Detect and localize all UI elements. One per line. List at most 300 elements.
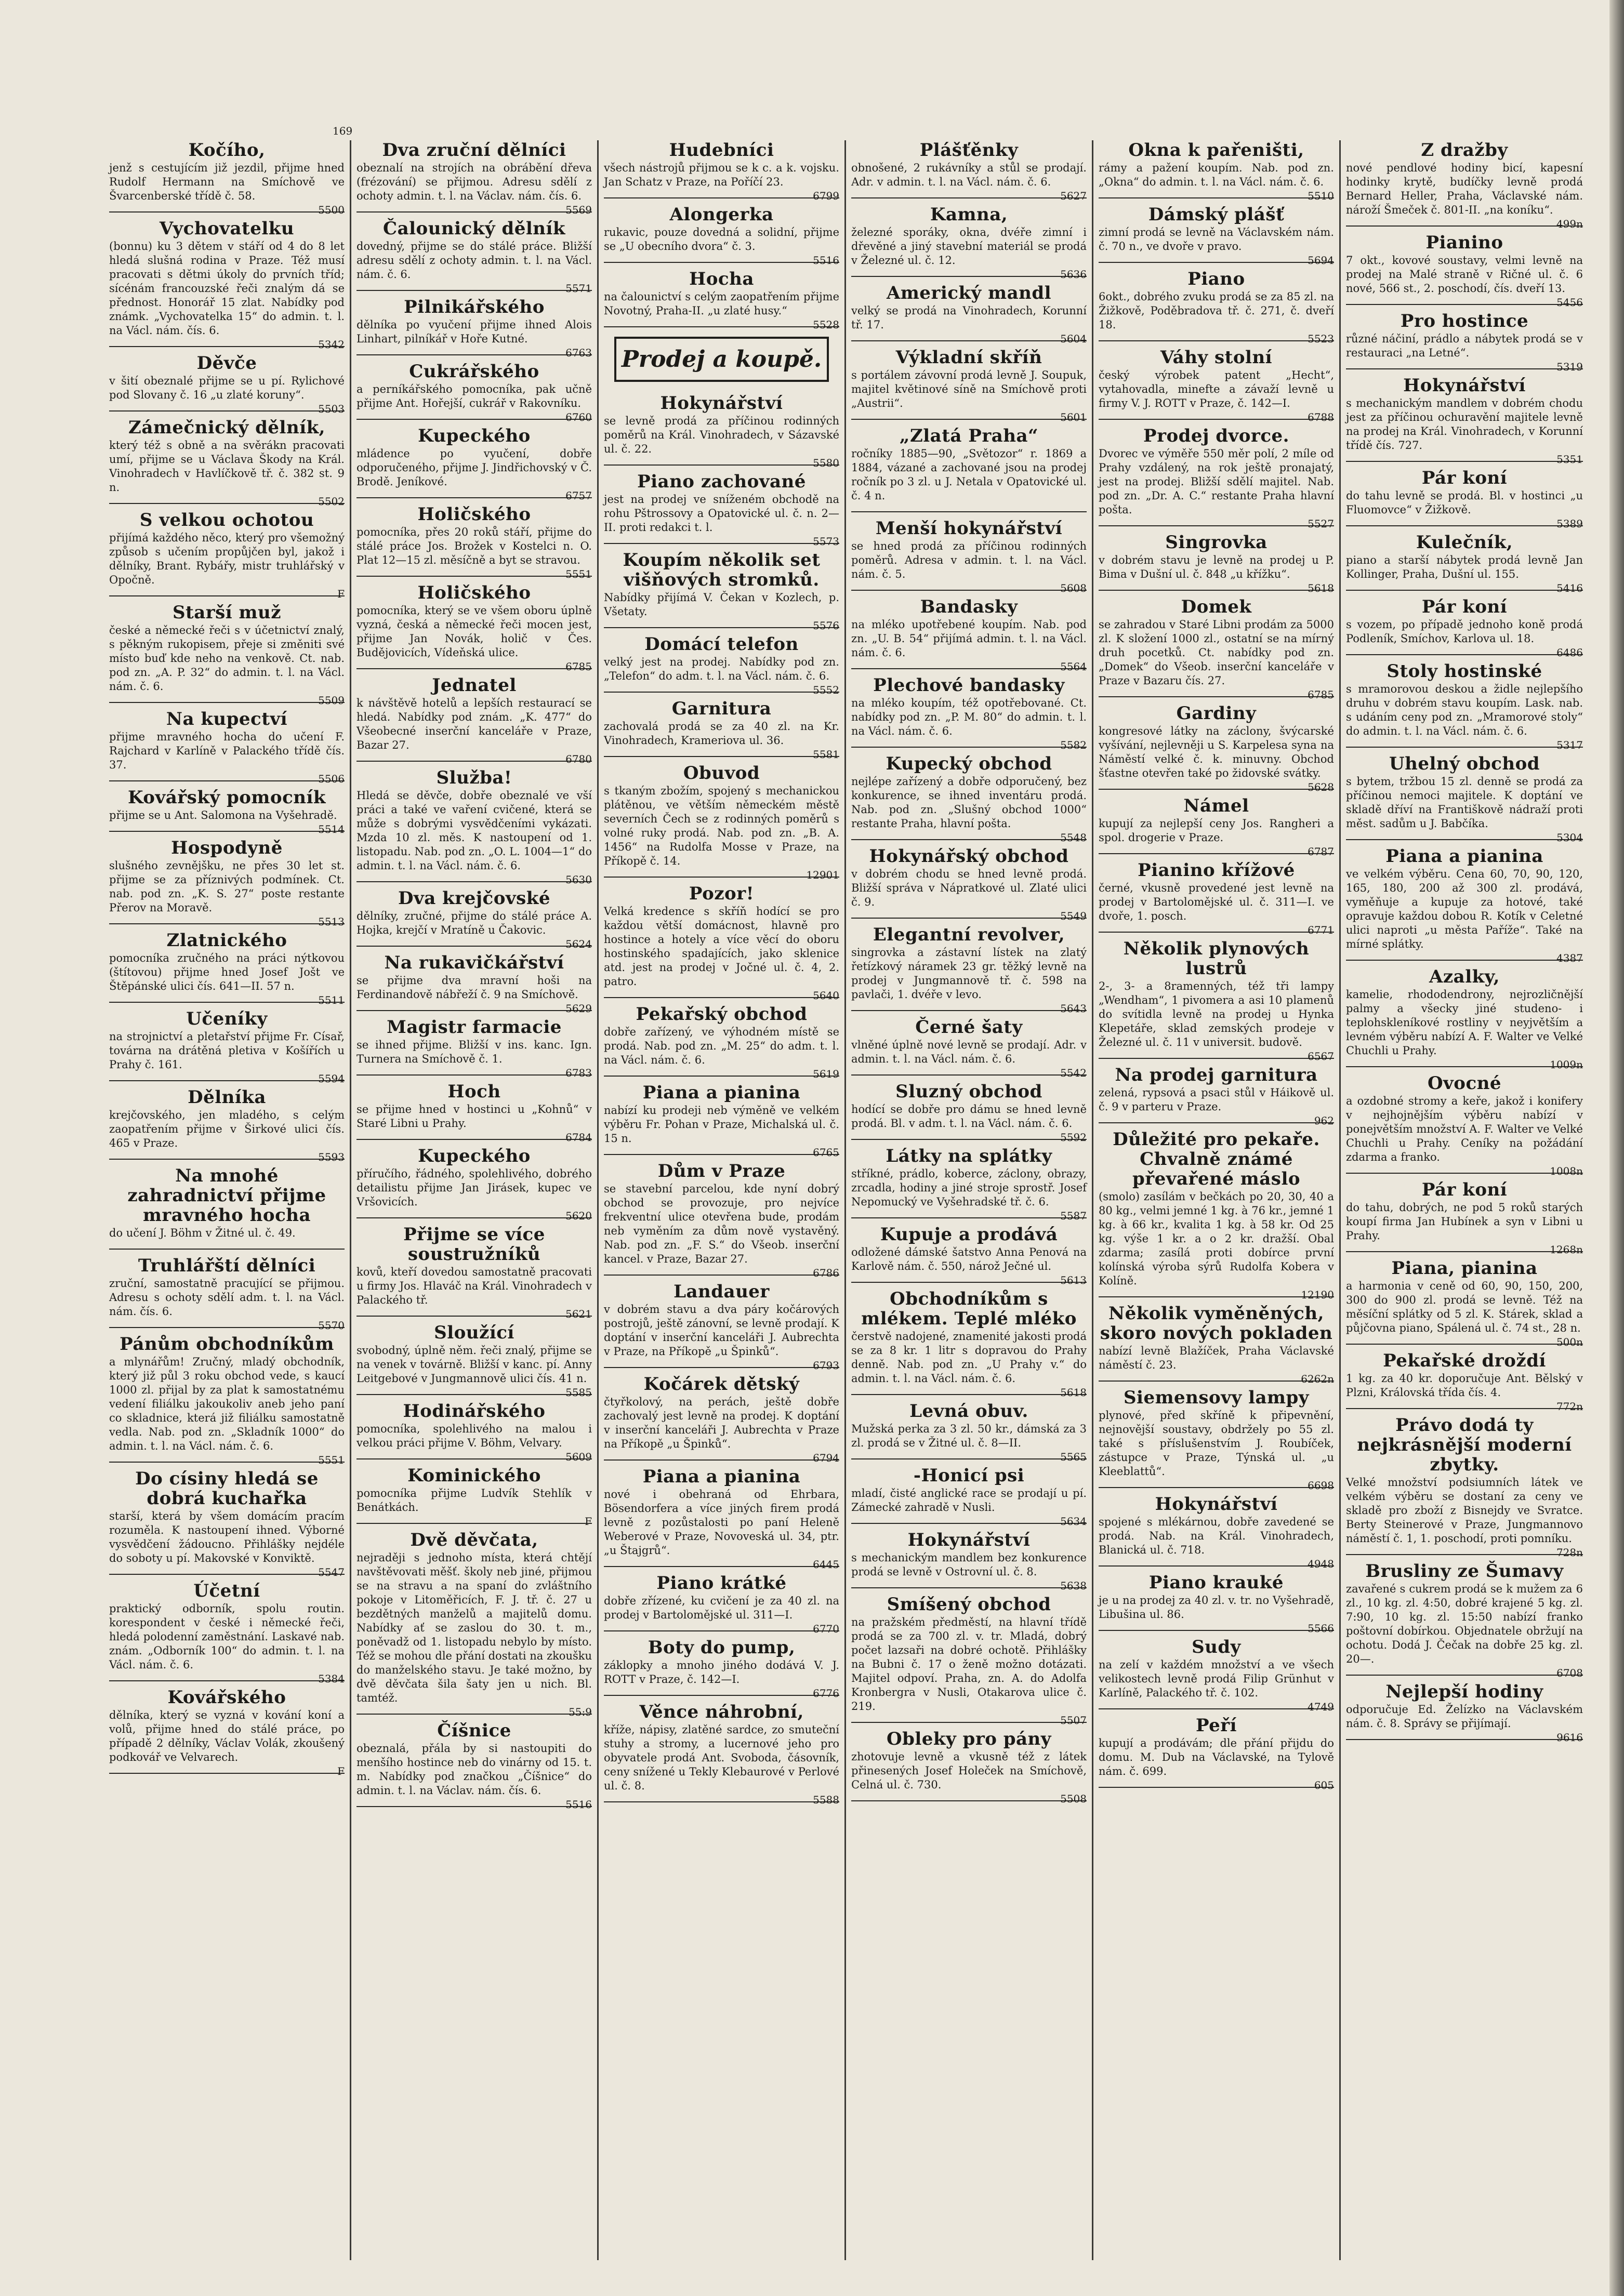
ad-heading: S velkou ochotou	[139, 510, 314, 530]
ad-divider	[357, 211, 592, 213]
ad-text: hodící se dobře pro dámu se hned levně prodá. Bl. v adm. t. l. na Václ. nám. č. 6.	[851, 1103, 1087, 1130]
ad-heading: Kupeckého	[418, 1146, 531, 1166]
classified-ad	[357, 140, 592, 216]
ad-divider	[1346, 747, 1583, 748]
ad-divider	[851, 511, 1087, 512]
ad-text: kupují za nejlepší ceny Jos. Rangheri a spol. drogerie v Praze.	[1099, 817, 1334, 844]
ad-code: 5643	[1060, 1002, 1087, 1015]
ad-code: 5500	[318, 204, 345, 216]
classified-ad	[851, 1401, 1087, 1463]
classified-ad	[604, 1004, 839, 1080]
ad-divider	[357, 881, 592, 882]
classified-ad	[851, 675, 1087, 751]
ad-text: na mléko koupím, též opotřebované. Ct. nabídky pod zn. „P. M. 80“ do admin. t. l. na Václ. nám. č. 6.	[851, 697, 1087, 737]
classified-ad	[604, 1281, 839, 1372]
ad-code: 5565	[1060, 1451, 1087, 1463]
ad-code: 5582	[1060, 739, 1087, 751]
ad-code: 6708	[1556, 1667, 1583, 1679]
ad-code: 5570	[318, 1319, 345, 1332]
ad-code: 6760	[565, 411, 592, 423]
ad-text: mládence po vyučení, dobře odporučeného, přijme J. Jindřichovský v Č. Brodě. Jeníkové.	[357, 447, 592, 488]
ad-heading: Výkladní skříň	[895, 347, 1042, 368]
classified-ad	[851, 347, 1087, 423]
classified-ad	[357, 675, 592, 765]
ad-text: dělníka po vyučení přijme ihned Alois Linhart, pilníkář v Hoře Kutné.	[357, 318, 592, 345]
ad-heading: Garnitura	[671, 698, 772, 719]
ad-text: do tahu levně se prodá. Bl. v hostinci „u Fluomovce“ v Žižkově.	[1346, 489, 1583, 516]
ad-heading: Cukrářského	[409, 361, 539, 382]
ad-heading: Piano zachované	[637, 471, 806, 492]
ad-divider	[604, 1154, 839, 1155]
ad-heading: Učeníky	[186, 1008, 268, 1029]
ad-divider	[604, 692, 839, 693]
ad-heading: Koupím několik set višňových stromků.	[623, 550, 821, 590]
ad-heading: Do císiny hledá se dobrá kuchařka	[135, 1468, 319, 1509]
ad-code: 5503	[318, 403, 345, 415]
classified-ad	[357, 1720, 592, 1811]
ad-divider	[357, 1217, 592, 1218]
ad-divider	[109, 1002, 345, 1003]
classified-ad	[1346, 966, 1583, 1071]
classified-ad	[109, 1255, 345, 1332]
classified-ad	[1099, 860, 1334, 936]
ad-code: 499n	[1556, 218, 1583, 230]
classified-ad	[604, 1466, 839, 1571]
ad-code: 5351	[1556, 453, 1583, 466]
ad-code: 5528	[813, 318, 839, 331]
classified-ad	[357, 426, 592, 502]
ad-divider	[851, 419, 1087, 420]
ad-code: 5640	[813, 989, 839, 1002]
classified-ad	[1099, 347, 1334, 423]
ad-divider	[1099, 1381, 1334, 1382]
classified-columns	[104, 140, 1590, 2260]
classified-ad	[604, 140, 839, 202]
ad-text: nejraději s jednoho místa, která chtějí navštěvovati měšť. školy neb jiné, přijmou se na stravu a na spaní do zvláštního pokoje v Litoměřicích, F. J. tř. č. 27 u bezdětných manželů a majitelů domu. Nabídky ať se zaslou do 30. t. m., poněvadž od 1. listopadu nebylo by místo. Též se mohou dle přání dostati na zkoušku do manželského stavu. Je také možno, by dvě děvčata šila šaty jen u nich. Bl. tamtéž.	[357, 1551, 592, 1704]
ad-code: 5593	[318, 1151, 345, 1163]
ad-text: spojené s mlékárnou, dobře zavedené se prodá. Nab. na Král. Vinohradech, Blanická ul. č. 718.	[1099, 1516, 1334, 1556]
ad-text: ročníky 1885—90, „Světozor“ r. 1869 a 1884, vázané a zachované jsou na prodej ročník po 3 zl. u J. Netala v Opatovické ul. č. 4 n.	[851, 447, 1087, 502]
classified-ad	[851, 596, 1087, 673]
ad-heading: Gardiny	[1176, 703, 1257, 724]
ad-divider	[109, 410, 345, 412]
ad-divider	[1346, 461, 1583, 462]
ad-heading: Obchodníkům s mlékem. Teplé mléko	[861, 1289, 1077, 1329]
ad-code: 5592	[1060, 1131, 1087, 1144]
ad-divider	[604, 543, 839, 544]
ad-code: 5502	[318, 495, 345, 508]
ad-divider	[604, 464, 839, 466]
ad-code: 6698	[1308, 1479, 1334, 1492]
classified-ad	[1099, 596, 1334, 701]
ad-code: F	[337, 1765, 345, 1777]
ad-divider	[851, 1217, 1087, 1218]
ad-divider	[1346, 654, 1583, 655]
ad-divider	[357, 1806, 592, 1807]
ad-text: kamelie, rhododendrony, nejrozličnější palmy a všecky jiné studeno- i teplohskleníkové rostliny v neyjvětším a levném výběru nabízí A. F. Walter ve Velké Chuchli u Prahy.	[1346, 988, 1583, 1057]
ad-divider	[357, 290, 592, 291]
ad-heading: Hudebníci	[669, 140, 774, 161]
ad-text: jest na prodej ve sníženém obchodě na rohu Pštrossovy a Opatovické ul. č. n. 2—II. proti redakci t. l.	[604, 493, 839, 534]
classified-ad	[1346, 846, 1583, 964]
classified-ad	[604, 763, 839, 881]
ad-heading: Dva krejčovské	[398, 888, 550, 909]
ad-text: pomocníka, spolehlivého na malou i velkou práci přijme V. Böhm, Velvary.	[357, 1423, 592, 1449]
ad-divider	[851, 1800, 1087, 1801]
classified-ad	[1346, 753, 1583, 844]
ad-text: s vozem, po případě jednoho koně prodá Podleník, Smíchov, Karlova ul. 18.	[1346, 618, 1583, 645]
ad-divider	[1346, 368, 1583, 369]
ad-text: zavařené s cukrem prodá se k mužem za 6 zl., 10 kg. zl. 4:50, dobré krajené 5 kg. zl. 7:90, 10 kg. zl. 15:50 nabízí franko poštovní dobírkou. Objednatele obržují na ochotu. Dodá J. Čečak na dobře 25 kg. zl. 20—.	[1346, 1583, 1583, 1665]
page-number: 169	[333, 125, 353, 137]
ad-code: 5580	[813, 457, 839, 469]
classified-ad	[357, 767, 592, 886]
ad-heading: Váhy stolní	[1160, 347, 1273, 368]
ad-code: 55:9	[569, 1706, 592, 1718]
ad-divider	[1346, 1173, 1583, 1174]
ad-code: 5608	[1060, 582, 1087, 594]
ad-heading: Levná obuv.	[909, 1401, 1028, 1422]
ad-text: příručího, řádného, spolehlivého, dobrého detailistu přijme Jan Jirásek, kupec ve Vršovicích.	[357, 1167, 592, 1208]
ad-text: Mužská perka za 3 zl. 50 kr., dámská za 3 zl. prodá se v Žitné ul. č. 8—II.	[851, 1423, 1087, 1449]
ad-heading: Dvě děvčata,	[410, 1530, 538, 1550]
ad-text: s mramorovou deskou a židle nejlepšího druhu v dobrém stavu koupím. Lask. nab. s udáním ceny pod zn. „Mramorové stoly“ do admin. t. l. na Václ. nám. č. 6.	[1346, 683, 1583, 737]
ad-heading: Bandasky	[920, 596, 1018, 617]
classified-ad	[1346, 468, 1583, 530]
column-5	[1093, 140, 1341, 2260]
ad-code: 6445	[813, 1558, 839, 1571]
ad-divider	[604, 1695, 839, 1696]
ad-heading: Alongerka	[669, 204, 774, 225]
ad-heading: Sudy	[1192, 1637, 1241, 1657]
ad-divider	[357, 1523, 592, 1524]
classified-ad	[1099, 938, 1334, 1063]
classified-ad	[851, 140, 1087, 202]
ad-divider	[109, 1327, 345, 1328]
ad-text: stříkné, prádlo, koberce, záclony, obrazy, zrcadla, hodiny a jiné stroje sprostř. Josef Nepomucký ve Vyšehradské tř. č. 6.	[851, 1167, 1087, 1208]
classified-ad	[109, 1581, 345, 1685]
ad-text: nabízí levně Blažíček, Praha Václavské náměstí č. 23.	[1099, 1345, 1334, 1371]
ad-code: 5508	[1060, 1793, 1087, 1805]
ad-code: 1009n	[1550, 1058, 1583, 1071]
ad-text: české a německé řeči s v účetnictví znalý, s pěkným rukopisem, přeje si změniti své místo buď kde neho na venkově. Ct. nab. pod zn. „A. P. 32“ do admin. t. l. na Václ. nám. č. 6.	[109, 624, 345, 693]
ad-divider	[851, 197, 1087, 198]
ad-code: 6567	[1308, 1050, 1334, 1063]
ad-code: 5507	[1060, 1714, 1087, 1727]
ad-text: plynové, před skříně k připevnění, nejnovější soustavy, obdržely po 55 zl. také s příslušenstvím J. Roubíček, zástupce v Praze, Týnská ul. „u Kleeblattů“.	[1099, 1409, 1334, 1478]
ad-text: je u na prodej za 40 zl. v. tr. no Vyšehradě, Libušina ul. 86.	[1099, 1594, 1334, 1621]
ad-divider	[109, 831, 345, 832]
classified-ad	[1346, 1681, 1583, 1744]
ad-heading: Námel	[1183, 795, 1249, 816]
classified-ad	[1099, 1572, 1334, 1635]
ad-code: 6770	[813, 1623, 839, 1635]
column-6	[1341, 140, 1588, 2260]
ad-code: 5416	[1556, 582, 1583, 594]
ad-heading: Pár koní	[1421, 468, 1508, 488]
ad-divider	[357, 1139, 592, 1140]
ad-code: 6785	[1308, 688, 1334, 701]
ad-heading: Smíšený obchod	[887, 1594, 1051, 1615]
ad-heading: Zámečnický dělník,	[128, 417, 325, 438]
ad-code: 500n	[1556, 1336, 1583, 1348]
ad-divider	[1099, 590, 1334, 591]
ad-text: zruční, samostatně pracující se přijmou. Adresu s ochoty sdělí adm. t. l. na Václ. nám. čís. 6.	[109, 1277, 345, 1318]
ad-code: 5342	[318, 338, 345, 351]
ad-text: Hledá se děvče, dobře obeznalé ve vší práci a také ve vaření cvičené, která se může s dobrými vysvědčeními vykázati. Mzda 10 zl. měs. K nastoupení od 1. listopadu. Nab. pod zn. „O. L. 1004—1“ do admin. t. l. na Václ. nám. č. 6.	[357, 789, 592, 872]
ad-heading: Na kupectví	[166, 709, 288, 729]
ad-heading: Pilnikářského	[404, 297, 545, 317]
ad-heading: Hoch	[447, 1081, 501, 1102]
ad-divider	[109, 211, 345, 213]
ad-code: 5585	[565, 1386, 592, 1399]
classified-ad	[1346, 1561, 1583, 1679]
column-3	[599, 140, 846, 2260]
ad-code: 5694	[1308, 254, 1334, 267]
ad-text: obeznalá, přála by si nastoupiti do menšího hostince neb do vinárny od 15. t. m. Nabídky pod značkou „Číšnice“ do admin. t. l. na Václav. nám. čís. 6.	[357, 1742, 592, 1797]
ad-heading: Nejlepší hodiny	[1385, 1681, 1543, 1702]
ad-heading: Účetní	[193, 1581, 260, 1601]
classified-ad	[1099, 1637, 1334, 1713]
ad-code: 5638	[1060, 1580, 1087, 1592]
ad-code: 6780	[565, 753, 592, 765]
ad-heading: Prodej dvorce.	[1143, 426, 1289, 446]
classified-ad	[109, 218, 345, 351]
ad-heading: Pro hostince	[1400, 311, 1529, 331]
classified-ad	[109, 787, 345, 835]
ad-code: 4749	[1308, 1701, 1334, 1713]
ad-code: F	[337, 588, 345, 600]
ad-text: k návštěvě hotelů a lepších restaurací se hledá. Nabídky pod znám. „K. 477“ do Všeobecné inserční kanceláře v Praze, Bazar 27.	[357, 697, 592, 751]
ad-heading: Číšnice	[437, 1720, 511, 1741]
ad-text: přijme mravného hocha do učení F. Rajchard v Karlíně v Palackého třídě čís. 37.	[109, 731, 345, 771]
ad-heading: Dělníka	[188, 1087, 266, 1108]
classified-ad	[851, 924, 1087, 1015]
classified-ad	[1346, 596, 1583, 659]
ad-text: (smolo) zasílám v bečkách po 20, 30, 40 a 80 kg., velmi jemné 1 kg. à 76 kr., jemné 1 kg. à 66 kr., kvalita 1 kg. à 58 kr. Od 25 kg. výše 1 kr. a o 2 kr. dražší. Obal zdarma; zasílá proti dobírce první kolínská výroba sýrů Rudolfa Kobera v Kolíně.	[1099, 1190, 1334, 1287]
ad-text: 6okt., dobrého zvuku prodá se za 85 zl. na Žižkově, Poděbradova tř. č. 271, č. dveří 18.	[1099, 290, 1334, 331]
ad-text: rámy a pažení koupím. Nab. pod zn. „Okna“ do admin. t. l. na Václ. nám. č. 6.	[1099, 162, 1334, 188]
classified-ad	[1346, 375, 1583, 466]
ad-text: na zelí v každém množství a ve všech velikostech levně prodá Filip Grünhut v Karlíně, Palackého tř. č. 102.	[1099, 1658, 1334, 1699]
ad-divider	[851, 590, 1087, 591]
ad-heading: Kulečník,	[1416, 532, 1513, 553]
ad-divider	[1099, 1565, 1334, 1567]
ad-divider	[851, 839, 1087, 840]
ad-text: zhotovuje levně a vkusně též z látek přinesených Josef Holeček na Smíchově, Celná ul. č. 730.	[851, 1750, 1087, 1791]
ad-code: 4948	[1308, 1558, 1334, 1570]
classified-ad	[851, 1081, 1087, 1144]
ad-divider	[851, 1587, 1087, 1588]
ad-code: 5628	[1308, 781, 1334, 793]
ad-divider	[109, 1249, 345, 1250]
ad-text: mladí, čisté anglické race se prodají u pí. Zámecké zahradě v Nusli.	[851, 1487, 1087, 1514]
ad-text: velký jest na prodej. Nabídky pod zn. „Telefon“ do adm. t. l. na Václ. nám. č. 6.	[604, 656, 839, 682]
ad-divider	[1099, 1122, 1334, 1123]
ad-code: 5542	[1060, 1067, 1087, 1079]
ad-code: 5317	[1556, 739, 1583, 751]
ad-text: 7 okt., kovové soustavy, velmi levně na prodej na Malé straně v Ričné ul. č. 6 nové, 566 st., 2. poschodí, čís. dveří 13.	[1346, 254, 1583, 295]
ad-code: 728n	[1556, 1546, 1583, 1559]
classified-ad	[851, 1289, 1087, 1399]
ad-heading: Piana a pianina	[642, 1466, 801, 1487]
ad-divider	[851, 276, 1087, 277]
ad-heading: Hodinářského	[403, 1401, 546, 1422]
ad-text: dobře zařízený, ve výhodném místě se prodá. Nab. pod zn. „M. 25“ do adm. t. l. na Václ. nám. č. 6.	[604, 1026, 839, 1066]
ad-text: zelená, rypsová a psaci stůl v Háikově ul. č. 9 v parteru v Praze.	[1099, 1086, 1334, 1113]
ad-divider	[604, 756, 839, 757]
ad-divider	[357, 1010, 592, 1011]
classified-ad	[604, 1573, 839, 1635]
ad-text: krejčovského, jen mladého, s celým zaopatřením přijme v Širkové ulici čís. 465 v Praze.	[109, 1109, 345, 1149]
ad-heading: Holičského	[417, 582, 531, 603]
ad-heading: Na mnohé zahradnictví přijme mravného hocha	[127, 1165, 326, 1226]
ad-text: pomocníka, přes 20 roků stáří, přijme do stálé práce Jos. Brožek v Kostelci n. O. Plat 12—15 zl. měsíčně a byt se stravou.	[357, 526, 592, 566]
ad-text: pomocníka zručného na práci nýtkovou (štítovou) přijme hned Josef Jošt ve Štěpánské ulici čís. 641—II. 57 n.	[109, 952, 345, 992]
ad-heading: Kovářského	[167, 1687, 286, 1708]
ad-divider	[1099, 789, 1334, 790]
ad-text: na mléko upotřebené koupím. Nab. pod zn. „U. B. 54“ přijímá admin. t. l. na Václ. nám. č. 6.	[851, 618, 1087, 659]
ad-text: s mechanickým mandlem v dobrém chodu jest za příčinou ochuravění majitele levně na prodej na Král. Vinohradech, v Korunní třídě čís. 727.	[1346, 397, 1583, 452]
classified-ad	[851, 1146, 1087, 1222]
ad-heading: Obuvod	[683, 763, 760, 784]
ad-text: se stavební parcelou, kde nyní dobrý obchod se provozuje, pro nejvíce frekventní ulice otevřena bude, prodám neb vyměním za dům nově vystavěný. Nab. pod zn. „F. S.“ do Všeob. inserční kancel. v Praze, Bazar 27.	[604, 1183, 839, 1265]
ad-text: dobře zřízené, ku cvičení je za 40 zl. na prodej v Bartolomějské ul. 311—I.	[604, 1595, 839, 1621]
ad-code: 5604	[1060, 333, 1087, 345]
classified-ad	[851, 204, 1087, 281]
ad-divider	[1346, 1739, 1583, 1740]
ad-heading: Uhelný obchod	[1389, 753, 1540, 774]
ad-text: do učení J. Böhm v Žitné ul. č. 49.	[109, 1227, 296, 1239]
ad-heading: Několik vyměněných, skoro nových pokladen	[1100, 1303, 1333, 1344]
classified-ad	[357, 1322, 592, 1399]
ad-divider	[357, 419, 592, 420]
ad-heading: Piana, pianina	[1391, 1258, 1538, 1279]
classified-ad	[357, 1224, 592, 1320]
ad-divider	[851, 1394, 1087, 1395]
classified-ad	[109, 510, 345, 600]
ad-text: nové pendlové hodiny bicí, kapesní hodinky krytě, budíčky levně prodá Bernard Heller, Praha, Václavské nám. nároží Šmeček č. 801-II. „na koníku“.	[1346, 162, 1583, 216]
ad-heading: -Honicí psi	[913, 1465, 1025, 1486]
ad-heading: Děvče	[196, 353, 257, 374]
ad-heading: Pianino	[1425, 232, 1503, 253]
ad-text: Velké množství podsiumních látek ve velkém výběru se dostaní za ceny ve skladě pro zboží z Bisnejdy ve Svratce. Berty Steinerové v Praze, Jungmannovo náměstí č. 1, 1. poschodí, proti pomníku.	[1346, 1476, 1583, 1545]
ad-text: kupují a prodávám; dle přání přijdu do domu. M. Dub na Václavské, na Tylově nám. č. 699.	[1099, 1737, 1334, 1777]
ad-code: 12190	[1301, 1289, 1334, 1301]
ad-text: vlněné úplně nové levně se prodají. Adr. v admin. t. l. na Václ. nám. č. 6.	[851, 1039, 1087, 1065]
ad-heading: Truhlářští dělníci	[138, 1255, 316, 1276]
ad-code: 5548	[1060, 831, 1087, 844]
ad-divider	[357, 1316, 592, 1317]
ad-text: Nabídky přijímá V. Čekan v Kozlech, p. Všetaty.	[604, 591, 839, 618]
ad-text: kovů, kteří dovedou samostatně pracovati u firmy Jos. Hlaváč na Král. Vinohradech v Palackého tř.	[357, 1266, 592, 1306]
ad-code: 5304	[1556, 831, 1583, 844]
classified-ad	[1099, 1494, 1334, 1570]
ad-divider	[1099, 1708, 1334, 1709]
ad-divider	[109, 1080, 345, 1081]
ad-divider	[1099, 932, 1334, 933]
ad-divider	[1099, 1630, 1334, 1631]
classified-ad	[357, 218, 592, 295]
ad-divider	[604, 1275, 839, 1276]
ad-text: v dobrém stavu a dva páry kočárových postrojů, ještě zánovní, se levně prodají. K doptání v inserční kanceláři J. Aubrechta v Praze, na Příkopě „u Špinků“.	[604, 1303, 839, 1358]
ad-heading: Pekařské droždí	[1383, 1350, 1546, 1371]
ad-text: se přijme dva mravní hoši na Ferdinandově nábřeží č. 9 na Smíchově.	[357, 974, 592, 1001]
ad-code: 5624	[565, 938, 592, 950]
ad-divider	[1346, 1344, 1583, 1345]
ad-heading: Látky na splátky	[886, 1146, 1052, 1166]
ad-divider	[357, 1074, 592, 1076]
classified-ad	[604, 1374, 839, 1464]
classified-ad	[604, 1161, 839, 1279]
ad-heading: Na rukavičkářství	[384, 952, 564, 973]
classified-ad	[1099, 532, 1334, 594]
classified-ad	[604, 634, 839, 696]
ad-divider	[109, 1574, 345, 1575]
ad-code: 4387	[1556, 952, 1583, 964]
ad-code: 6763	[565, 347, 592, 359]
classified-ad	[604, 1702, 839, 1806]
ad-heading: Plášťěnky	[919, 140, 1019, 161]
ad-heading: Hocha	[689, 269, 754, 289]
ad-text: 2-, 3- a 8ramenných, též tři lampy „Wendham“, 1 pivomera a asi 10 plamenů do svítidla levně na prodej u Hynka Klepetáře, sklad zemských prodeje v Železné ul. č. 11 v universit. budově.	[1099, 980, 1334, 1049]
ad-code: 5509	[318, 694, 345, 707]
ad-text: obnošené, 2 rukávníky a stůl se prodají. Adr. v admin. t. l. na Václ. nám. č. 6.	[851, 162, 1087, 188]
ad-text: čerstvě nadojené, znamenité jakosti prodá se za 8 kr. 1 litr s dopravou do Prahy denně. Nab. pod zn. „U Prahy v.“ do admin. t. l. na Václ. nám. č. 6.	[851, 1330, 1087, 1385]
classified-ad	[1099, 703, 1334, 793]
ad-text: železné sporáky, okna, dvéře zimní i dřevěné a jiný stavební materiál se prodá v Železné ul. č. 12.	[851, 226, 1087, 267]
ad-text: jenž s cestujícím již jezdil, přijme hned Rudolf Hermann na Smíchově ve Švarcenberské třídě č. 58.	[109, 162, 345, 202]
ad-divider	[1099, 1058, 1334, 1059]
ad-text: záklopky a mnoho jiného dodává V. J. ROTT v Praze, č. 142—I.	[604, 1659, 839, 1685]
classified-ad	[1099, 1065, 1334, 1127]
ad-heading: Pozor!	[689, 883, 755, 904]
ad-heading: Kočárek dětský	[643, 1374, 800, 1395]
classified-ad	[109, 353, 345, 415]
ad-divider	[851, 1010, 1087, 1011]
section-notice: Prodej a koupě.	[614, 337, 829, 382]
ad-heading: Několik plynových lustrů	[1123, 938, 1310, 979]
classified-ad	[357, 888, 592, 950]
ad-code: 5547	[318, 1566, 345, 1578]
ad-heading: Hokynářství	[660, 393, 783, 414]
ad-heading: Kočího,	[188, 140, 266, 161]
ad-divider	[851, 1282, 1087, 1283]
ad-heading: Brusliny ze Šumavy	[1365, 1561, 1564, 1582]
ad-divider	[604, 877, 839, 878]
classified-ad	[604, 698, 839, 761]
ad-heading: Pár koní	[1421, 1179, 1508, 1200]
ad-text: slušného zevnějšku, ne přes 30 let st. přijme se za příznivých podmínek. Ct. nab. pod zn. „K. S. 27“ poste restante Přerov na Moravě.	[109, 859, 345, 914]
ad-divider	[851, 747, 1087, 748]
classified-ad	[1099, 1129, 1334, 1301]
ad-heading: Magistr farmacie	[387, 1017, 562, 1038]
ad-heading: Landauer	[674, 1281, 770, 1302]
ad-heading: Kamna,	[930, 204, 1008, 225]
ad-divider	[1099, 1296, 1334, 1297]
ad-code: 5319	[1556, 361, 1583, 373]
classified-ad	[851, 846, 1087, 922]
ad-code: 5594	[318, 1072, 345, 1085]
ad-heading: Kupeckého	[418, 426, 531, 446]
ad-divider	[1346, 1675, 1583, 1676]
ad-text: černé, vkusně provedené jest levně na prodej v Bartolomějské ul. č. 311—I. ve dvoře, 1. posch.	[1099, 882, 1334, 922]
ad-text: nové i obehraná od Ehrbara, Bösendorfera a více jiných firem prodá levně z pozůstalosti po paní Heleně Weberové v Praze, Novoveská ul. 34, ptr. „u Štajgrů“.	[604, 1488, 839, 1557]
ad-code: 5389	[1556, 517, 1583, 530]
ad-divider	[109, 780, 345, 781]
ad-divider	[357, 1394, 592, 1395]
classified-ad	[604, 393, 839, 469]
